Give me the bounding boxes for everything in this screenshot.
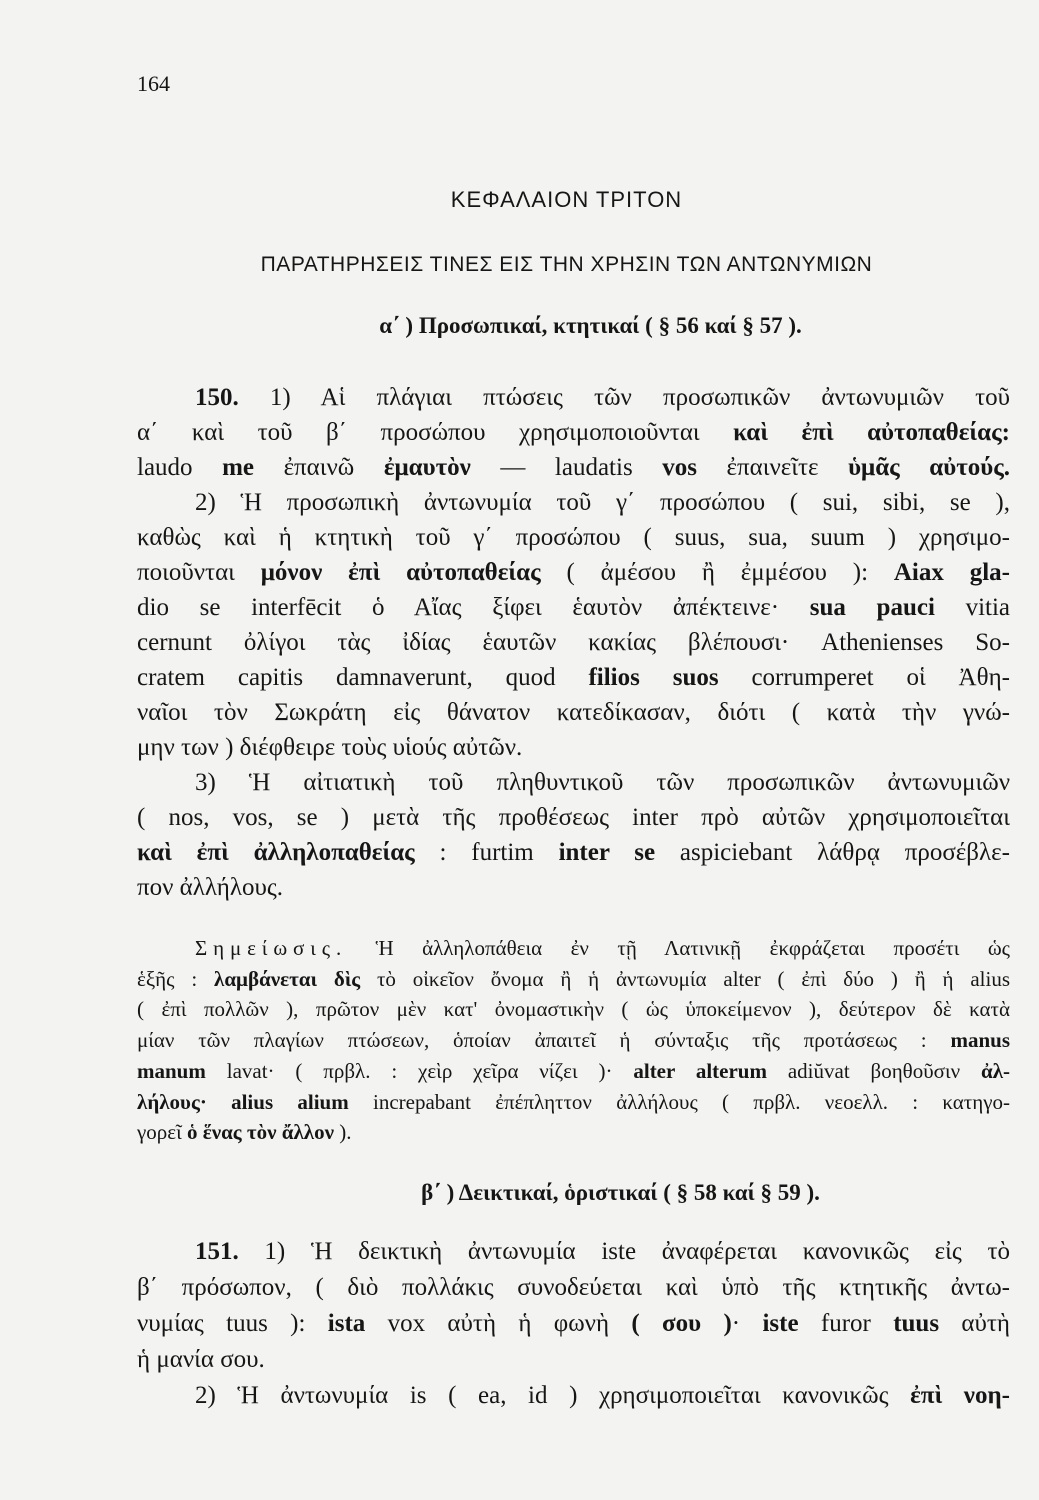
- text-line: [137, 1270, 1010, 1306]
- text-line: [137, 660, 1010, 695]
- text-run: dio se interfēcit ὁ Αἴας ξίφει ἑαυτὸν ἀπέκτεινε·: [137, 594, 810, 621]
- text-line: [137, 1342, 1010, 1378]
- bold-text-run: manum: [137, 1058, 206, 1083]
- bold-text-run: ἐμαυτὸν: [383, 454, 471, 481]
- text-run: αὐτὴ: [939, 1310, 1011, 1337]
- bold-text-run: vos: [662, 454, 697, 481]
- text-line: [137, 1056, 1010, 1087]
- text-run: ).: [333, 1120, 352, 1145]
- text-run: 2) Ἡ ἀντωνυμία is ( ea, id ) χρησιμοποιεῖται κανονικῶς: [195, 1382, 911, 1409]
- paragraph-150: [137, 380, 1010, 905]
- text-run: ( ἀμέσου ἢ ἐμμέσου ):: [540, 559, 894, 586]
- chapter-title: ΚΕΦΑΛΑΙΟΝ ΤΡΙΤΟΝ: [450, 187, 683, 212]
- text-line: [137, 625, 1010, 660]
- section-heading-a: α΄ ) Προσωπικαί, κτητικαί ( § 56 καί § 57 ).: [379, 313, 802, 338]
- text-line: [137, 380, 1010, 415]
- text-line: [137, 870, 1010, 905]
- bold-text-run: ὑμᾶς αὐτούς.: [848, 454, 1010, 481]
- text-run: lavat· ( πρβλ. : χεὶρ χεῖρα νίζει )·: [205, 1058, 634, 1083]
- text-run: cratem capitis damnaverunt, quod: [137, 664, 589, 691]
- bold-text-run: iste: [762, 1310, 799, 1337]
- text-run: aspiciebant λάθρᾳ προσέβλε-: [655, 839, 1010, 866]
- text-run: ·: [731, 1310, 763, 1337]
- bold-text-run: λήλους· alius alium: [137, 1089, 349, 1114]
- text-line: [137, 415, 1010, 450]
- bold-text-run: manus: [950, 1028, 1010, 1053]
- text-run: 3) Ἡ αἰτιατικὴ τοῦ πληθυντικοῦ τῶν προσωπικῶν ἀντωνυμιῶν: [195, 769, 1010, 796]
- text-run: γορεῖ: [137, 1120, 187, 1145]
- text-line: [137, 1378, 1010, 1414]
- bold-text-run: sua pauci: [809, 594, 935, 621]
- bold-text-run: Aiax gla-: [893, 559, 1010, 586]
- bold-text-run: καὶ ἐπὶ ἀλληλοπαθείας: [137, 839, 415, 866]
- text-run: νυμίας tuus ):: [137, 1310, 328, 1337]
- text-run: : furtim: [414, 839, 559, 866]
- bold-text-run: λαμβάνεται δὶς: [214, 966, 361, 991]
- text-run: ἐπαινῶ: [254, 454, 384, 481]
- text-line: [137, 933, 1010, 964]
- text-line: [137, 765, 1010, 800]
- text-line: [137, 1306, 1010, 1342]
- text-run: — laudatis: [470, 454, 663, 481]
- text-run: ἑξῆς :: [137, 966, 214, 991]
- text-run: ( ἐπὶ πολλῶν ), πρῶτον μὲν κατ' ὀνομαστικὴν ( ὡς ὑποκείμενον ), δεύτερον δὲ κατὰ: [137, 997, 1010, 1022]
- text-run: Ἡ ἀλληλοπάθεια ἐν τῇ Λατινικῇ ἐκφράζεται προσέτι ὡς: [347, 936, 1010, 960]
- text-run: β΄ πρόσωπον, ( διὸ πολλάκις συνοδεύεται καὶ ὑπὸ τῆς κτητικῆς ἀντω-: [137, 1274, 1010, 1301]
- bold-text-run: alter alterum: [633, 1058, 767, 1083]
- text-run: vitia: [934, 594, 1011, 621]
- bold-text-run: καὶ ἐπὶ αὐτοπαθείας:: [733, 419, 1010, 446]
- text-run: ναῖοι τὸν Σωκράτη εἰς θάνατον κατεδίκασαν, διότι ( κατὰ τὴν γνώ-: [137, 699, 1010, 726]
- text-line: [137, 1025, 1010, 1056]
- text-line: [137, 1117, 1010, 1148]
- text-run: ἐπαινεῖτε: [696, 454, 849, 481]
- text-run: τὸ οἰκεῖον ὄνομα ἢ ἡ ἀντωνυμία alter ( ἐπὶ δύο ) ἢ ἡ alius: [360, 966, 1011, 991]
- note-block: [137, 933, 1010, 1148]
- bold-text-run: me: [222, 454, 255, 481]
- text-line: [137, 450, 1010, 485]
- section-heading-b: β΄ ) Δεικτικαί, ὁριστικαί ( § 58 καί § 59 ).: [421, 1180, 820, 1205]
- bold-text-run: ( σου ): [631, 1310, 732, 1337]
- text-run: corrumperet οἱ Ἀθη-: [718, 664, 1010, 691]
- text-line: [137, 590, 1010, 625]
- chapter-subtitle: ΠΑΡΑΤΗΡΗΣΕΙΣ ΤΙΝΕΣ ΕΙΣ ΤΗΝ ΧΡΗΣΙΝ ΤΩΝ ΑΝΤΩΝΥΜΙΩΝ: [260, 253, 873, 276]
- text-line: [137, 730, 1010, 765]
- text-run: 2) Ἡ προσωπικὴ ἀντωνυμία τοῦ γ΄ προσώπου ( sui, sibi, se ),: [195, 489, 1010, 516]
- bold-text-run: μόνον ἐπὶ αὐτοπαθείας: [260, 559, 541, 586]
- text-run: vox αὐτὴ ἡ φωνὴ: [365, 1310, 632, 1337]
- page-number: 164: [137, 71, 170, 96]
- text-run: ἡ μανία σου.: [137, 1346, 265, 1373]
- text-run: laudo: [137, 454, 223, 481]
- text-run: μίαν τῶν πλαγίων πτώσεων, ὁποίαν ἀπαιτεῖ ἡ σύνταξις τῆς προτάσεως :: [137, 1028, 951, 1053]
- text-run: καθὼς καὶ ἡ κτητικὴ τοῦ γ΄ προσώπου ( suus, sua, suum ) χρησιμο-: [137, 524, 1010, 551]
- bold-text-run: ἐπὶ νοη-: [910, 1382, 1010, 1409]
- text-run: ποιοῦνται: [137, 559, 261, 586]
- text-run: furor: [798, 1310, 894, 1337]
- bold-text-run: 151.: [195, 1238, 239, 1265]
- bold-text-run: filios suos: [588, 664, 719, 691]
- text-run: μην των ) διέφθειρε τοὺς υἱούς αὐτῶν.: [137, 734, 523, 761]
- bold-text-run: 150.: [195, 384, 239, 411]
- text-line: [137, 800, 1010, 835]
- text-run: πον ἀλλήλους.: [137, 874, 284, 901]
- bold-text-run: ὁ ἕνας τὸν ἄλλον: [186, 1120, 334, 1145]
- text-line: [137, 485, 1010, 520]
- paragraph-151: [137, 1234, 1010, 1414]
- bold-text-run: ἀλ-: [980, 1058, 1011, 1083]
- text-run: ( nos, vos, se ) μετὰ τῆς προθέσεως inter πρὸ αὐτῶν χρησιμοποιεῖται: [137, 804, 1010, 831]
- text-line: [137, 1087, 1010, 1118]
- text-line: [137, 964, 1010, 995]
- text-run: cernunt ὀλίγοι τὰς ἰδίας ἑαυτῶν κακίας βλέπουσι· Athenienses So-: [137, 629, 1010, 656]
- text-line: [137, 994, 1010, 1025]
- text-line: [137, 695, 1010, 730]
- text-run: adiŭvat βοηθοῦσιν: [766, 1058, 981, 1083]
- text-line: [137, 835, 1010, 870]
- text-run: 1) Ἡ δεικτικὴ ἀντωνυμία iste ἀναφέρεται κανονικῶς εἰς τὸ: [238, 1238, 1010, 1265]
- bold-text-run: inter se: [558, 839, 656, 866]
- spaced-text-run: Σημείωσις.: [195, 936, 348, 960]
- text-run: α΄ καὶ τοῦ β΄ προσώπου χρησιμοποιοῦνται: [137, 419, 734, 446]
- text-line: [137, 1234, 1010, 1270]
- text-line: [137, 555, 1010, 590]
- bold-text-run: tuus: [893, 1310, 940, 1337]
- text-line: [137, 520, 1010, 555]
- bold-text-run: ista: [327, 1310, 366, 1337]
- text-run: increpabant ἐπέπληττον ἀλλήλους ( πρβλ. νεοελλ. : κατηγο-: [348, 1089, 1010, 1114]
- text-run: 1) Αἱ πλάγιαι πτώσεις τῶν προσωπικῶν ἀντωνυμιῶν τοῦ: [238, 384, 1010, 411]
